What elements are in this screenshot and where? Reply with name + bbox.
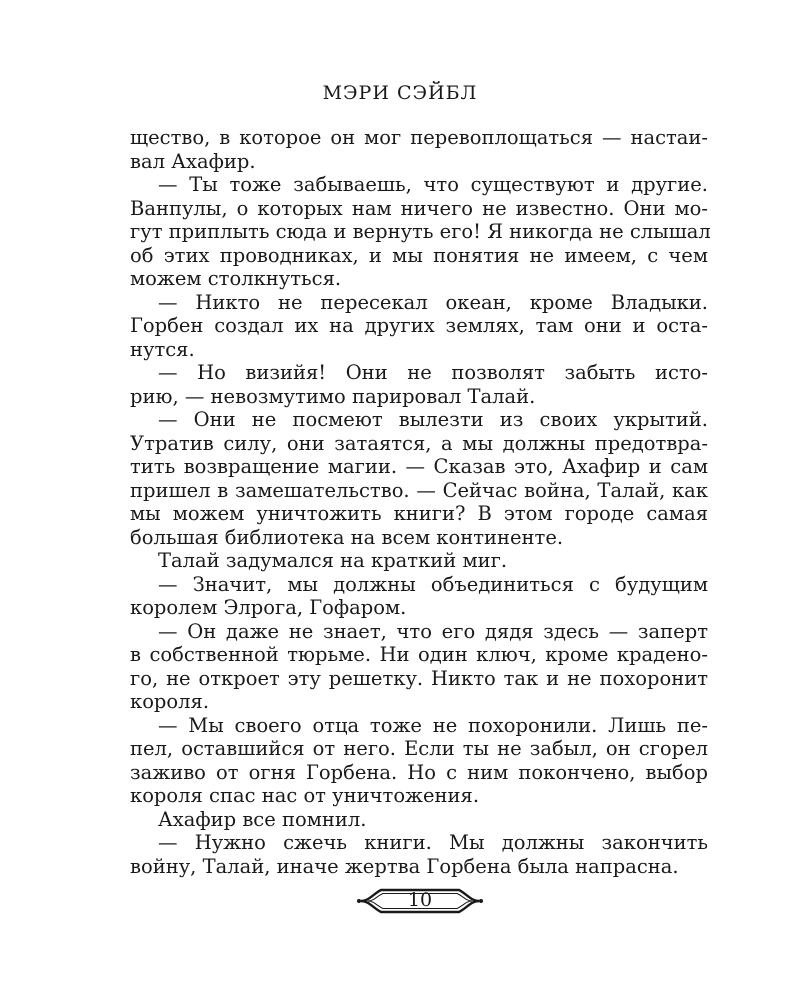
text-line: пришел в замешательство. — Сейчас война, Талай, как [130,478,708,502]
text-line: вал Ахафир. [130,149,256,173]
text-line: в собственной тюрьме. Ни один ключ, кроме крадено- [130,643,708,666]
text-line: заживо от огня Горбена. Но с ним покончено, выбор [130,760,708,784]
text-line: — Никто не пересекал океан, кроме Владыки. [158,290,708,314]
text-line: рию, — невозмутимо парировал Талай. [130,384,536,408]
text-line: нутся. [130,337,195,361]
text-line: — Мы своего отца тоже не похоронили. Лишь пе- [158,713,708,737]
text-line: щество, в которое он мог перевоплощаться — настаи- [130,126,708,149]
text-line: большая библиотека на всем континенте. [130,525,564,549]
text-line: — Они не посмеют вылезти из своих укрытий. [158,408,708,431]
text-line: — Но визийя! Они не позволят забыть исто- [158,361,708,384]
body-text [130,126,711,878]
text-line: войну, Талай, иначе жертва Горбена была напрасна. [130,854,679,878]
text-line: об этих проводниках, и мы понятия не имеем, с чем [130,243,708,267]
text-line: Ванпулы, о которых нам ничего не известно. Они мо- [130,196,708,220]
text-line: короля. [130,690,210,713]
text-line: тить возвращение магии. — Сказав это, Ахафир и сам [130,455,708,478]
text-line: — Нужно сжечь книги. Мы должны закончить [158,831,708,854]
page-number-ornament [355,880,485,922]
text-line: гут приплыть сюда и вернуть его! Я никогда не слышал [130,220,711,243]
text-line: Утратив силу, они затаятся, а мы должны предотвра- [130,431,708,455]
text-line: — Значит, мы должны объединиться с будущим [158,572,708,596]
text-line: Ахафир все помнил. [158,807,367,831]
text-line: можем столкнуться. [130,267,342,290]
text-line: — Ты тоже забываешь, что существуют и другие. [158,173,708,196]
text-line: пел, оставшийся от него. Если ты не забыл, он сгорел [130,737,708,760]
text-line: мы можем уничтожить книги? В этом городе самая [130,502,708,525]
running-head: МЭРИ СЭЙБЛ [322,82,478,104]
text-line: — Он даже не знает, что его дядя здесь — заперт [158,619,708,643]
text-line: Талай задумался на краткий миг. [158,549,508,572]
page-number: 10 [407,889,433,911]
text-line: королем Элрога, Гофаром. [130,596,407,619]
text-line: Горбен создал их на других землях, там они и оста- [130,314,708,337]
text-line: короля спас нас от уничтожения. [130,784,480,807]
text-line: го, не откроет эту решетку. Никто так и не похоронит [130,666,708,690]
